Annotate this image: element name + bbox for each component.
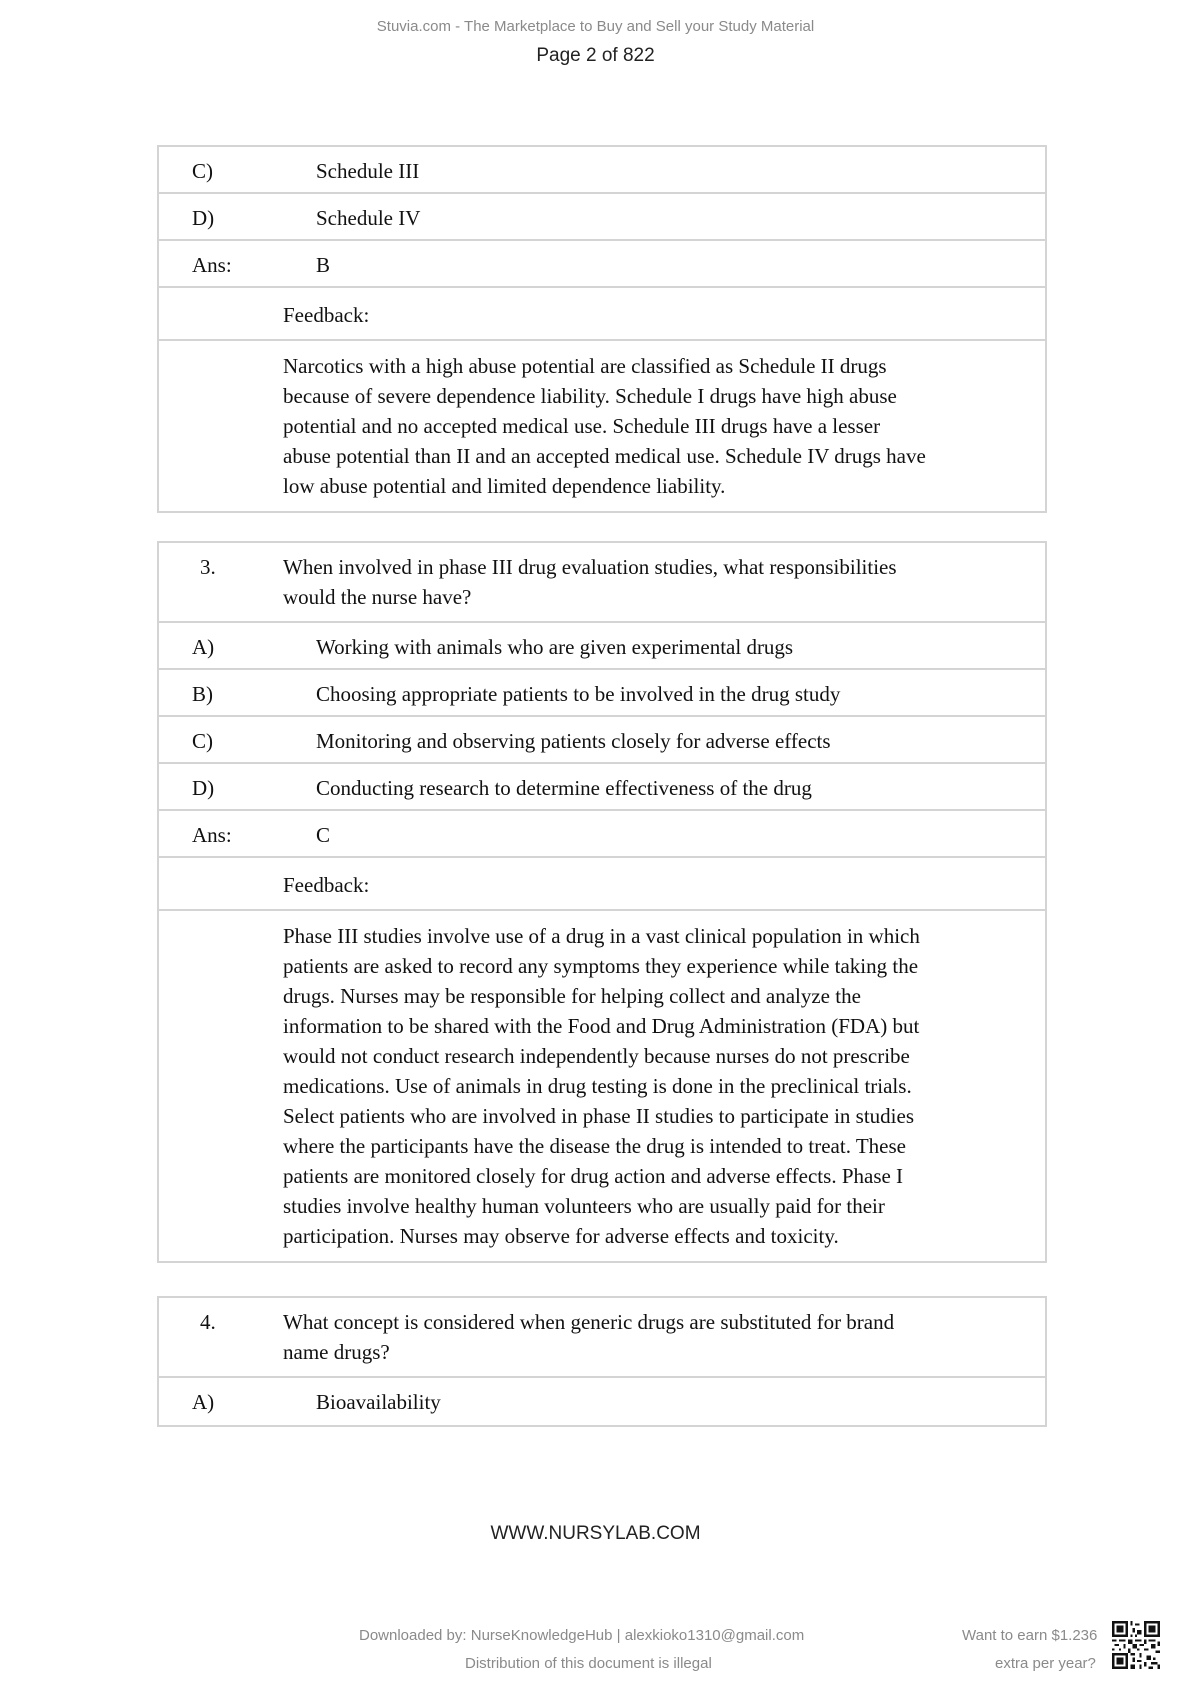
option-row [159, 147, 1045, 194]
answer-value: C [316, 823, 331, 847]
feedback-line: Phase III studies involve use of a drug in a vast clinical population in which [283, 924, 920, 948]
earn-promo-line1[interactable]: Want to earn $1.236 [962, 1627, 1098, 1644]
feedback-line: where the participants have the disease the drug is intended to treat. These [283, 1134, 906, 1158]
feedback-line: potential and no accepted medical use. Schedule III drugs have a lesser [283, 414, 881, 438]
option-row [159, 764, 1045, 811]
option-text: Bioavailability [316, 1390, 441, 1414]
option-label: D) [192, 206, 215, 230]
feedback-line: participation. Nurses may observe for adverse effects and toxicity. [283, 1224, 839, 1248]
feedback-line: studies involve healthy human volunteers who are usually paid for their [283, 1194, 885, 1218]
feedback-line: patients are asked to record any symptoms they experience while taking the [283, 954, 919, 978]
option-label: A) [192, 1390, 215, 1414]
question-row [159, 1298, 1045, 1378]
feedback-line: drugs. Nurses may be responsible for helping collect and analyze the [283, 984, 861, 1008]
feedback-line: medications. Use of animals in drug testing is done in the preclinical trials. [283, 1074, 912, 1098]
question-number: 4. [200, 1310, 216, 1334]
distribution-notice: Distribution of this document is illegal [465, 1655, 712, 1672]
option-row [159, 717, 1045, 764]
answer-value: B [316, 253, 331, 277]
option-text: Conducting research to determine effectiveness of the drug [316, 776, 812, 800]
feedback-header-row [159, 858, 1045, 911]
option-text: Working with animals who are given experimental drugs [316, 635, 794, 659]
option-label: A) [192, 635, 215, 659]
feedback-line: would not conduct research independently because nurses do not prescribe [283, 1044, 910, 1068]
footer-site-link[interactable]: WWW.NURSYLAB.COM [490, 1523, 701, 1544]
option-text: Monitoring and observing patients closely for adverse effects [316, 729, 831, 753]
feedback-line: Select patients who are involved in phase II studies to participate in studies [283, 1104, 915, 1128]
earn-promo-line2[interactable]: extra per year? [995, 1655, 1096, 1672]
question-block-2-continued [157, 145, 1047, 513]
page-indicator: Page 2 of 822 [536, 45, 655, 66]
question-row [159, 543, 1045, 623]
option-label: D) [192, 776, 215, 800]
question-block-3 [157, 541, 1047, 1263]
feedback-line: because of severe dependence liability. Schedule I drugs have high abuse [283, 384, 897, 408]
question-block-4 [157, 1296, 1047, 1427]
question-line: name drugs? [283, 1340, 390, 1364]
option-row [159, 194, 1045, 241]
option-row [159, 1378, 1045, 1425]
option-row [159, 623, 1045, 670]
feedback-label: Feedback: [283, 303, 370, 327]
option-text: Choosing appropriate patients to be involved in the drug study [316, 682, 841, 706]
feedback-line: low abuse potential and limited dependence liability. [283, 474, 726, 498]
question-line: What concept is considered when generic drugs are substituted for brand [283, 1310, 895, 1334]
feedback-header-row [159, 288, 1045, 341]
feedback-line: abuse potential than II and an accepted medical use. Schedule IV drugs have [283, 444, 926, 468]
downloaded-by-text: Downloaded by: NurseKnowledgeHub | alexkioko1310@gmail.com [359, 1627, 805, 1644]
answer-label: Ans: [192, 823, 232, 847]
header-site-text: Stuvia.com - The Marketplace to Buy and Sell your Study Material [376, 18, 815, 35]
option-label: B) [192, 682, 213, 706]
qr-code-icon[interactable] [1112, 1621, 1160, 1669]
feedback-line: information to be shared with the Food and Drug Administration (FDA) but [283, 1014, 920, 1038]
answer-row [159, 811, 1045, 858]
feedback-line: Narcotics with a high abuse potential are classified as Schedule II drugs [283, 354, 887, 378]
option-label: C) [192, 729, 213, 753]
option-label: C) [192, 159, 213, 183]
question-line: would the nurse have? [283, 585, 472, 609]
answer-label: Ans: [192, 253, 232, 277]
option-row [159, 670, 1045, 717]
feedback-text [159, 911, 1045, 1261]
question-number: 3. [200, 555, 216, 579]
feedback-line: patients are monitored closely for drug action and adverse effects. Phase I [283, 1164, 904, 1188]
option-text: Schedule IV [316, 206, 421, 230]
question-line: When involved in phase III drug evaluation studies, what responsibilities [283, 555, 897, 579]
option-text: Schedule III [316, 159, 420, 183]
feedback-text [159, 341, 1045, 511]
answer-row [159, 241, 1045, 288]
feedback-label: Feedback: [283, 873, 370, 897]
